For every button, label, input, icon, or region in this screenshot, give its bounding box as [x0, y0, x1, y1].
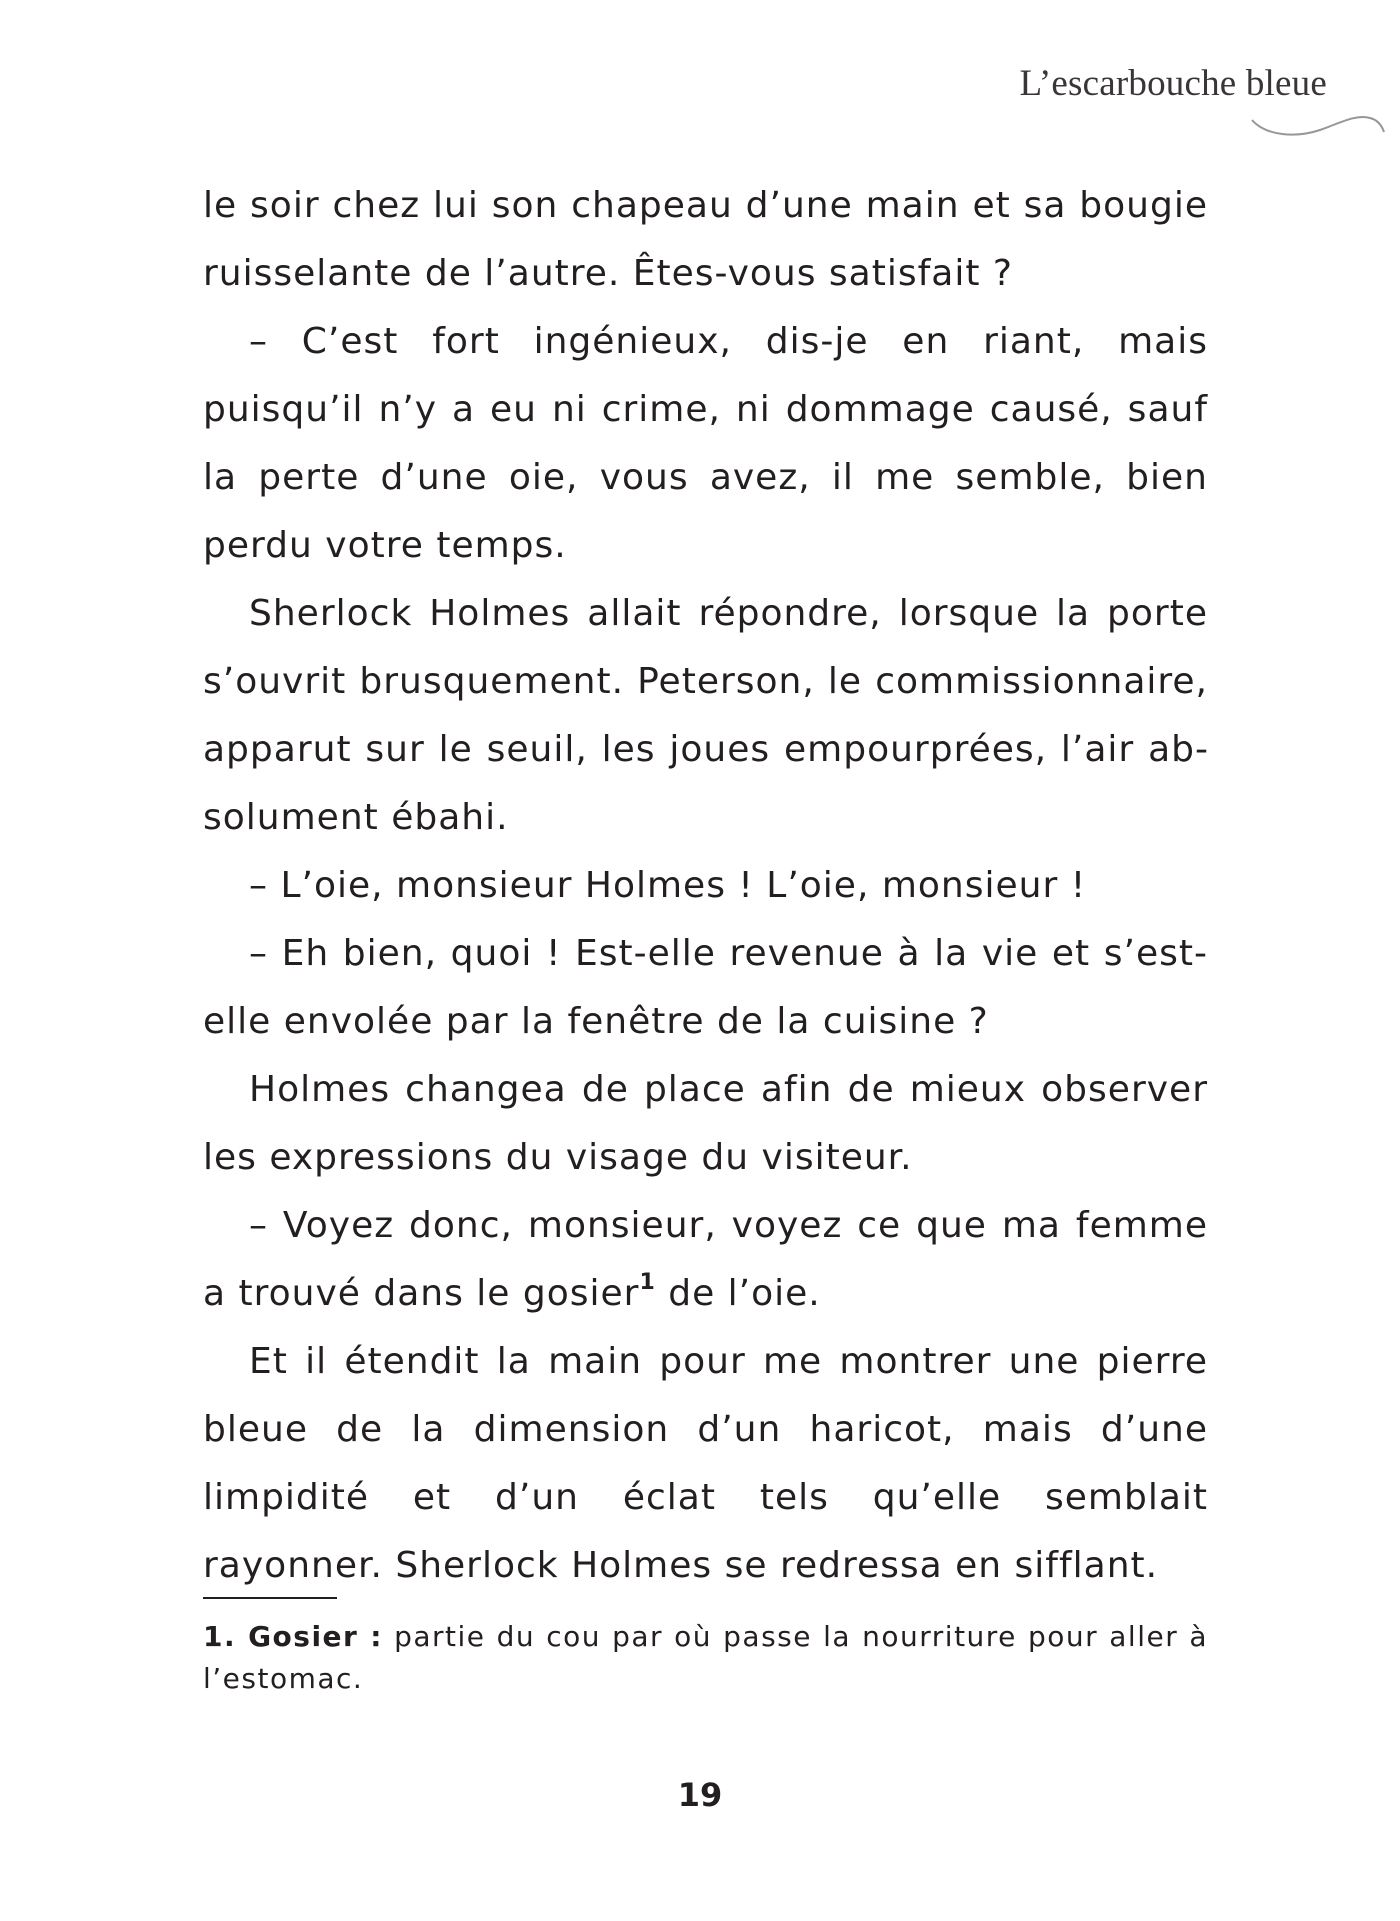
footnote-term: 1. Gosier :	[203, 1620, 383, 1653]
page-number: 19	[677, 1776, 723, 1814]
paragraph: – C’est fort ingénieux, dis-je en riant, mais puisqu’il n’y a eu ni crime, ni dommage causé, sauf la perte d’une oie, vous avez, il me semble, bien perdu votre temps.	[203, 321, 1208, 566]
paragraph: Holmes changea de place afin de mieux observer les expressions du visage du visiteur.	[203, 1069, 1208, 1178]
footnote-divider	[203, 1597, 337, 1599]
footnote-definition: partie du cou par où passe la nourriture pour aller à l’estomac.	[203, 1620, 1208, 1695]
ornament-swash-icon	[1248, 106, 1388, 146]
paragraph: Et il étendit la main pour me montrer une pierre bleue de la dimension d’un haricot, mais d’une limpidité et d’un éclat tels qu’elle semblait rayonner. Sherlock Holmes se redressa en sifflant.	[203, 1341, 1208, 1586]
running-head-title: L’escarbouche bleue	[1019, 63, 1327, 104]
paragraph	[203, 1192, 1208, 1328]
body-text	[203, 172, 1208, 1600]
paragraph: Sherlock Holmes allait répondre, lorsque la porte s’ouvrit brusquement. Peterson, le commissionnaire, apparut sur le seuil, les joues empourprées, l’air absolument ébahi.	[203, 593, 1208, 838]
paragraph-text: – Voyez donc, monsieur, voyez ce que ma femme a trouvé dans le gosier	[203, 1205, 1208, 1314]
footnote	[203, 1616, 1208, 1700]
paragraph: – Eh bien, quoi ! Est-elle revenue à la vie et s’est-elle envolée par la fenêtre de la cuisine ?	[203, 933, 1208, 1042]
paragraph-text: de l’oie.	[655, 1273, 821, 1314]
footnote-reference[interactable]: 1	[639, 1270, 656, 1295]
paragraph: – L’oie, monsieur Holmes ! L’oie, monsieur !	[249, 865, 1087, 906]
paragraph: le soir chez lui son chapeau d’une main et sa bougie ruisselante de l’autre. Êtes-vous satisfait ?	[203, 185, 1208, 294]
